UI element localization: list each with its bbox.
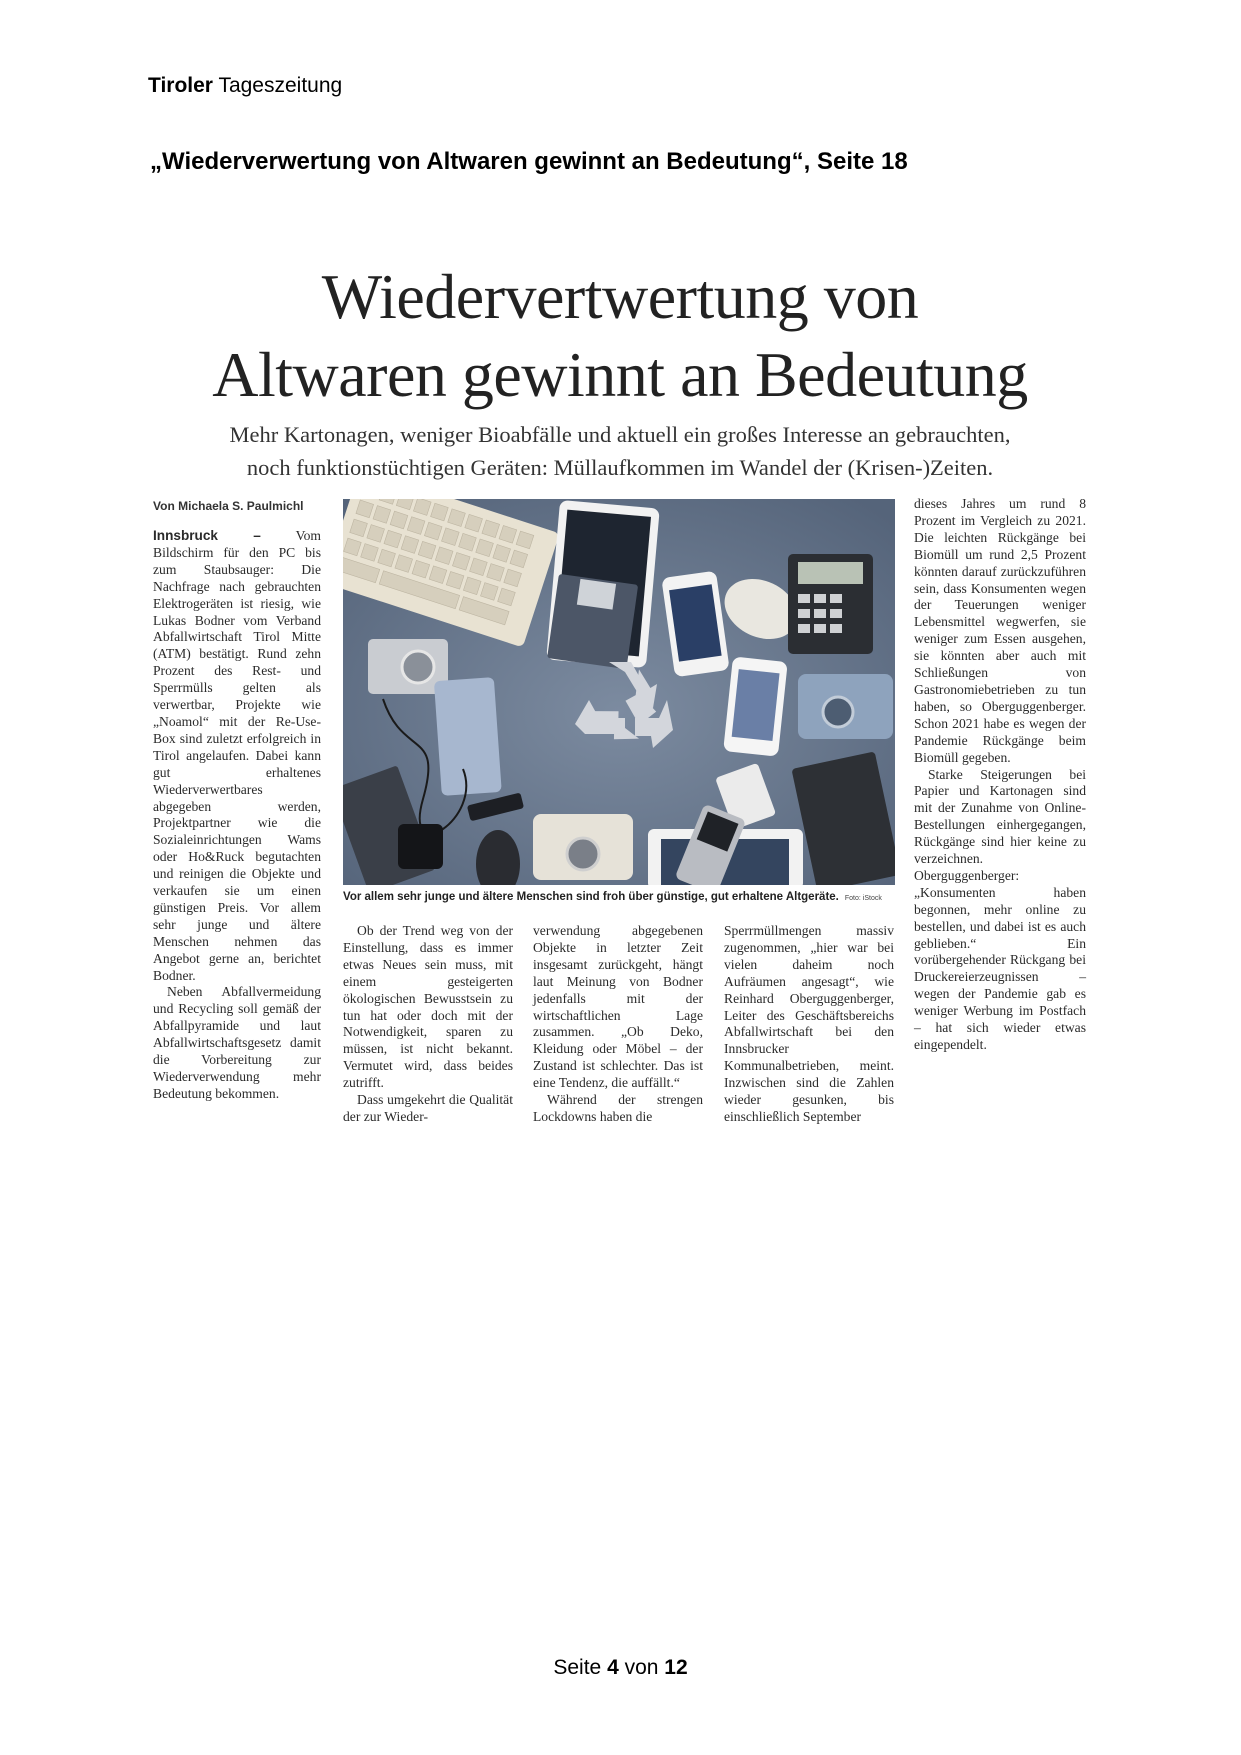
article-subhead	[140, 418, 1100, 484]
page-footer	[0, 1656, 1241, 1680]
dateline: Innsbruck –	[153, 528, 261, 543]
paragraph: Sperrmüllmengen massiv zugenommen, „hier war bei vielen daheim noch Aufräumen angesagt“, wie Reinhard Oberguggenberger, Leiter des Geschäftsbereichs Abfallwirtschaft bei den Innsbrucker Kommunalbetrieben, meint. Inzwischen sind die Zahlen wieder gesunken, bis einschließlich September	[724, 923, 894, 1124]
page-separator: von	[624, 1656, 659, 1679]
article-headline	[140, 258, 1100, 414]
current-page-number: 4	[607, 1656, 619, 1679]
column-1	[153, 528, 321, 1103]
paragraph: verwendung abgegebenen Objekte in letzter Zeit insgesamt zurückgeht, hängt laut Meinung von Bodner jedenfalls mit der wirtschaftlichen Lage zusammen. „Ob Deko, Kleidung oder Möbel – der Zustand ist schlechter. Das ist eine Tendenz, die auffällt.“	[533, 923, 703, 1091]
total-pages: 12	[664, 1656, 688, 1679]
page-label: Seite	[553, 1656, 602, 1679]
subhead-line-2: noch funktionstüchtigen Geräten: Müllaufkommen im Wandel der (Krisen-)Zeiten.	[246, 455, 994, 480]
byline: Von Michaela S. Paulmichl	[153, 499, 304, 513]
paragraph: Starke Steigerungen bei Papier und Kartonagen sind mit der Zunahme von Online-Bestellungen einhergegangen, Rückgänge sind hier keine zu verzeichnen. Oberguggenberger: „Konsumenten haben begonnen, mehr online zu bestellen, und dabei ist es auch geblieben.“ Ein vorübergehender Rückgang bei Druckereierzeugnissen – wegen der Pandemie gab es weniger Werbung im Postfach – hat sich wieder etwas eingependelt.	[914, 766, 1086, 1052]
power-adapter-icon	[398, 824, 443, 869]
paragraph: Während der strengen Lockdowns haben die	[533, 1092, 703, 1124]
paragraph: dieses Jahres um rund 8 Prozent im Vergleich zu 2021. Die leichten Rückgänge bei Biomüll um rund 2,5 Prozent könnten darauf zurückzuführen sein, dass Konsumenten wegen der Teuerungen weniger Lebensmittel wegwerfen, sie weniger zum Essen ausgehen, sie könnten aber auch mit Schließungen von Gastronomiebetrieben zu tun haben, so Oberguggenberger. Schon 2021 habe es wegen der Pandemie Rückgänge beim Biomüll gegeben.	[914, 496, 1086, 765]
paragraph: Neben Abfallvermeidung und Recycling soll gemäß der Abfallpyramide und laut Abfallwirtschaftsgesetz damit die Vorbereitung zur Wiederverwendung mehr Bedeutung bekommen.	[153, 984, 321, 1101]
article-photo	[343, 499, 895, 885]
publication-name	[148, 74, 342, 98]
photo-caption	[343, 891, 895, 903]
publication-name-regular: Tageszeitung	[218, 74, 343, 97]
caption-text: Vor allem sehr junge und ältere Menschen sind froh über günstige, gut erhaltene Altgeräte.	[343, 891, 839, 903]
power-bank-icon	[434, 677, 502, 796]
column-5	[914, 496, 1086, 1054]
column-2	[343, 923, 513, 1126]
headline-line-1: Wiedervertwertung von	[321, 261, 919, 332]
photo-credit: Foto: iStock	[844, 895, 882, 902]
subhead-line-1: Mehr Kartonagen, weniger Bioabfälle und aktuell ein großes Interesse an gebrauchten,	[229, 422, 1011, 447]
column-3	[533, 923, 703, 1126]
paragraph: Dass umgekehrt die Qualität der zur Wieder-	[343, 1092, 513, 1124]
headline-line-2: Altwaren gewinnt an Bedeutung	[212, 339, 1028, 410]
paragraph	[153, 528, 321, 984]
paragraph-text: Vom Bildschirm für den PC bis zum Staubsauger: Die Nachfrage nach gebrauchten Elektrogeräten ist riesig, wie Lukas Bodner vom Verband Abfallwirtschaft Tirol Mitte (ATM) bestätigt. Rund zehn Prozent des Rest- und Sperrmülls gelten als verwertbar, Projekte wie „Noamol“ mit der Re-Use-Box sind zuletzt erfolgreich in Tirol angelaufen. Dabei kann gut erhaltenes Wiederverwertbares abgegeben werden, Projektpartner wie die Sozialeinrichtungen Wams oder Ho&Ruck begutachten und reinigen die Objekte und verkaufen sie um einen günstigen Preis. Vor allem sehr junge und ältere Menschen nehmen das Angebot gerne an, berichtet Bodner.	[153, 528, 321, 983]
paragraph: Ob der Trend weg von der Einstellung, dass es immer etwas Neues sein muss, mit einem gesteigerten ökologischen Bewusstsein zu tun hat oder doch mit der Notwendigkeit, sparen zu müssen, ist nicht bekannt. Vermutet wird, dass beides zutrifft.	[343, 923, 513, 1091]
article-reference: „Wiederverwertung von Altwaren gewinnt an Bedeutung“, Seite 18	[150, 148, 908, 175]
publication-name-bold: Tiroler	[148, 74, 213, 97]
column-4	[724, 923, 894, 1126]
electronics-photo-illustration	[343, 499, 895, 885]
